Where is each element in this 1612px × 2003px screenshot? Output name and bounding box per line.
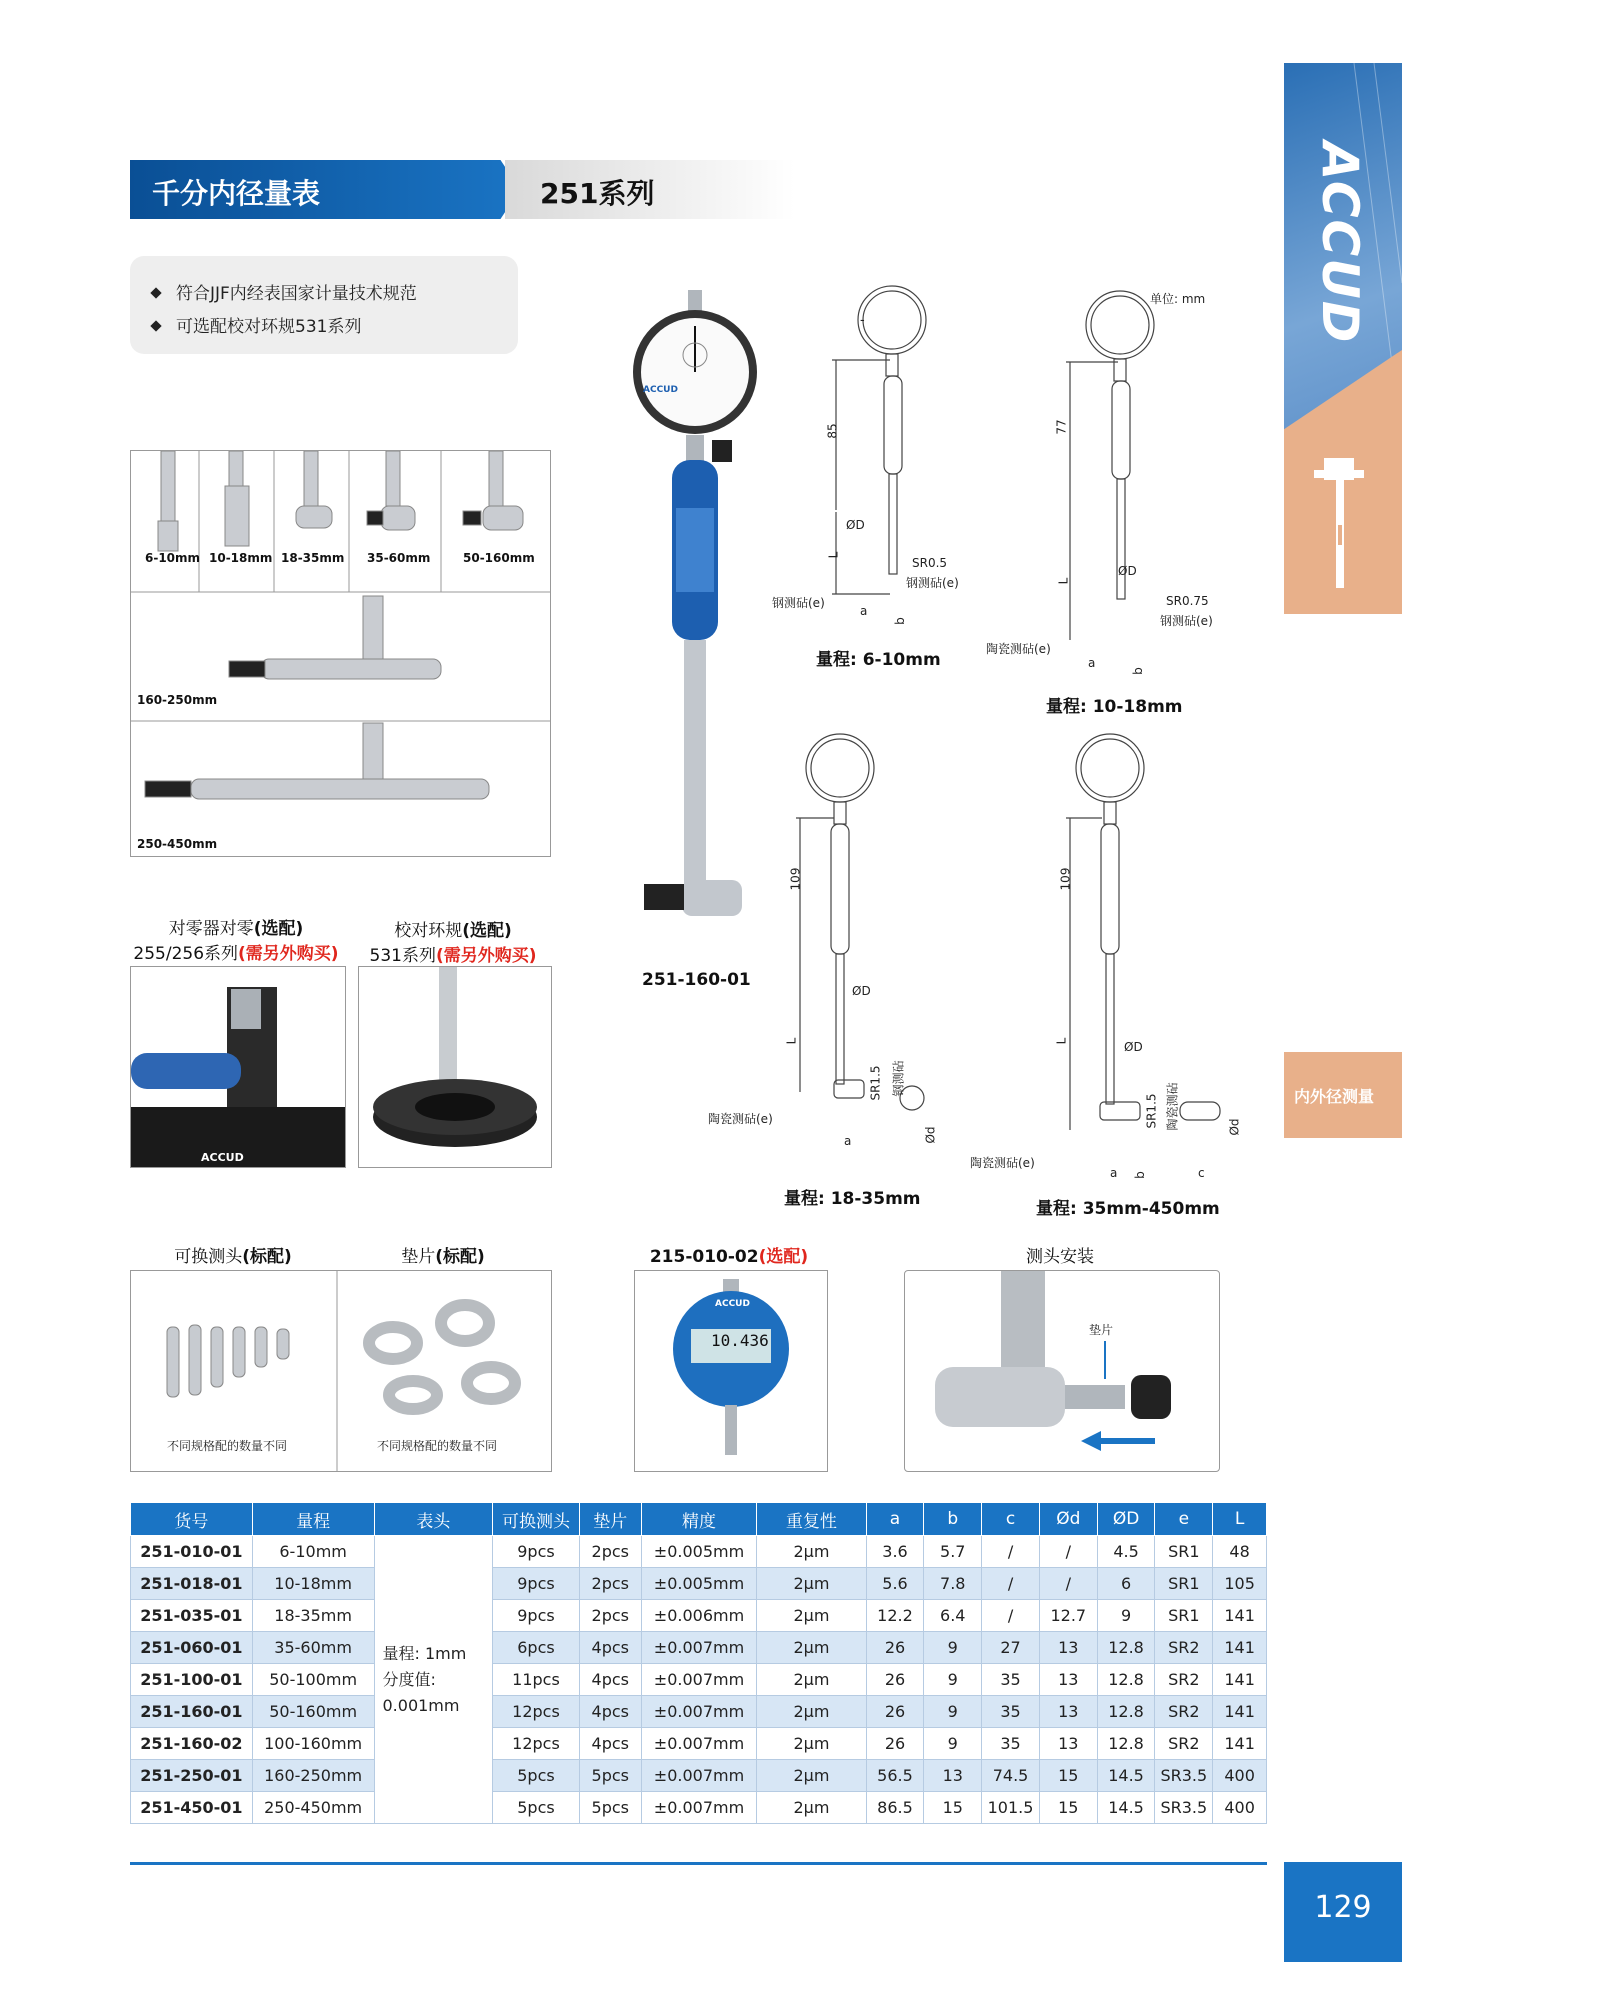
table-cell: 9 bbox=[924, 1728, 982, 1760]
install-caption: 测头安装 bbox=[1026, 1247, 1094, 1267]
table-cell: 2μm bbox=[757, 1664, 866, 1696]
table-cell: 13 bbox=[1039, 1664, 1097, 1696]
table-cell: 9 bbox=[924, 1664, 982, 1696]
table-cell: 6-10mm bbox=[252, 1536, 374, 1568]
table-cell: 251-100-01 bbox=[131, 1664, 253, 1696]
head-size-label: 18-35mm bbox=[281, 551, 345, 565]
table-cell: 2μm bbox=[757, 1792, 866, 1824]
table-cell: 13 bbox=[1039, 1632, 1097, 1664]
series-title: 251系列 bbox=[540, 177, 655, 210]
table-cell: 105 bbox=[1213, 1568, 1267, 1600]
dim-a: a bbox=[1110, 1166, 1118, 1180]
table-cell: SR1 bbox=[1155, 1568, 1213, 1600]
table-cell: 15 bbox=[1039, 1760, 1097, 1792]
table-cell: 141 bbox=[1213, 1728, 1267, 1760]
dim-a: a bbox=[1088, 656, 1096, 670]
table-cell: 5pcs bbox=[493, 1792, 580, 1824]
table-cell: 15 bbox=[924, 1792, 982, 1824]
table-cell: 12pcs bbox=[493, 1696, 580, 1728]
head-size-label: 160-250mm bbox=[137, 693, 218, 707]
shim-callout: 垫片 bbox=[1089, 1323, 1114, 1337]
table-cell: 12.8 bbox=[1097, 1632, 1155, 1664]
table-cell: 7.8 bbox=[924, 1568, 982, 1600]
col-header: 精度 bbox=[641, 1503, 757, 1536]
table-cell: 12.2 bbox=[866, 1600, 924, 1632]
dim-b: b bbox=[1130, 667, 1145, 675]
table-cell: ±0.007mm bbox=[641, 1792, 757, 1824]
dim-sr: SR1.5 bbox=[1144, 1093, 1159, 1129]
dim-d: Ød bbox=[1227, 1118, 1242, 1136]
digital-readout: 10.436 bbox=[711, 1331, 769, 1350]
table-cell: 6 bbox=[1097, 1568, 1155, 1600]
table-cell: 9 bbox=[1097, 1600, 1155, 1632]
zero-setter-caption: 对零器对零(选配) 255/256系列(需另外购买) bbox=[133, 919, 339, 964]
heads-shims-photo bbox=[130, 1270, 552, 1472]
table-cell: 6pcs bbox=[493, 1632, 580, 1664]
ring-gauge-photo bbox=[358, 966, 552, 1168]
table-cell: 9 bbox=[924, 1696, 982, 1728]
table-cell: 100-160mm bbox=[252, 1728, 374, 1760]
anvil-label: 钢测砧(e) bbox=[1160, 614, 1213, 628]
ceramic-label: 陶瓷测砧(e) bbox=[708, 1112, 773, 1126]
table-cell: 251-160-02 bbox=[131, 1728, 253, 1760]
heads-note: 不同规格配的数量不同 bbox=[167, 1439, 288, 1453]
table-cell: / bbox=[982, 1536, 1040, 1568]
range-label: 量程: 10-18mm bbox=[1046, 697, 1183, 717]
table-cell: ±0.005mm bbox=[641, 1568, 757, 1600]
table-cell: 10-18mm bbox=[252, 1568, 374, 1600]
table-cell: 14.5 bbox=[1097, 1792, 1155, 1824]
dim-l: L bbox=[826, 551, 841, 559]
bullet-icon bbox=[150, 320, 161, 331]
col-header: 垫片 bbox=[579, 1503, 641, 1536]
shims-caption: 垫片(标配) bbox=[401, 1247, 485, 1267]
col-header: a bbox=[866, 1503, 924, 1536]
dimension-diagrams bbox=[740, 280, 1300, 1200]
table-cell: 251-250-01 bbox=[131, 1760, 253, 1792]
feature-item: 可选配校对环规531系列 bbox=[152, 311, 417, 344]
anvil-label: 钢测砧 bbox=[891, 1060, 906, 1097]
zero-setter-logo: ACCUD bbox=[201, 1151, 244, 1164]
table-cell: 4pcs bbox=[579, 1728, 641, 1760]
table-cell: 2pcs bbox=[579, 1568, 641, 1600]
table-cell: 11pcs bbox=[493, 1664, 580, 1696]
dial-head-line: 分度值: bbox=[382, 1669, 436, 1689]
dim-od: ØD bbox=[846, 518, 865, 532]
side-tab[interactable]: 内外径测量 bbox=[1284, 1052, 1402, 1138]
table-cell: 5pcs bbox=[579, 1792, 641, 1824]
table-cell: 35 bbox=[982, 1696, 1040, 1728]
table-row bbox=[131, 1600, 1267, 1632]
table-cell: 2μm bbox=[757, 1536, 866, 1568]
col-header: 可换测头 bbox=[493, 1503, 580, 1536]
handle-logo: ACCUD bbox=[651, 492, 667, 543]
dim-od: ØD bbox=[1118, 564, 1137, 578]
table-row bbox=[131, 1536, 1267, 1568]
table-cell: 251-450-01 bbox=[131, 1792, 253, 1824]
unit-label: 单位: mm bbox=[1150, 292, 1206, 306]
dim-l: L bbox=[1056, 577, 1071, 585]
dim-height: 109 bbox=[1058, 867, 1073, 891]
table-cell: SR2 bbox=[1155, 1632, 1213, 1664]
table-cell: 2μm bbox=[757, 1728, 866, 1760]
dim-d: Ød bbox=[923, 1126, 938, 1144]
table-row bbox=[131, 1760, 1267, 1792]
range-label: 量程: 6-10mm bbox=[816, 650, 941, 670]
table-cell: 56.5 bbox=[866, 1760, 924, 1792]
table-cell: 251-060-01 bbox=[131, 1632, 253, 1664]
anvil-label: 钢测砧(e) bbox=[772, 596, 825, 610]
bullet-icon bbox=[150, 287, 161, 298]
dim-b: b bbox=[892, 617, 907, 625]
table-cell: 13 bbox=[924, 1760, 982, 1792]
head-photos bbox=[131, 451, 550, 856]
zero-setter-photo bbox=[130, 966, 346, 1168]
dim-od: ØD bbox=[1124, 1040, 1143, 1054]
table-cell: 4.5 bbox=[1097, 1536, 1155, 1568]
table-cell: 9pcs bbox=[493, 1600, 580, 1632]
table-cell: 12.7 bbox=[1039, 1600, 1097, 1632]
table-cell: 74.5 bbox=[982, 1760, 1040, 1792]
dim-l: L bbox=[784, 1037, 799, 1045]
head-size-label: 10-18mm bbox=[209, 551, 273, 565]
table-cell: 2pcs bbox=[579, 1600, 641, 1632]
table-cell: 4pcs bbox=[579, 1696, 641, 1728]
ceramic-label: 陶瓷测砧(e) bbox=[970, 1156, 1035, 1170]
table-header-row bbox=[131, 1503, 1267, 1536]
heads-caption: 可换测头(标配) bbox=[174, 1247, 292, 1267]
dim-a: a bbox=[844, 1134, 852, 1148]
digital-indicator-photo bbox=[634, 1270, 828, 1472]
col-header: b bbox=[924, 1503, 982, 1536]
dim-height: 109 bbox=[788, 867, 803, 891]
table-cell: 26 bbox=[866, 1696, 924, 1728]
table-cell: 50-160mm bbox=[252, 1696, 374, 1728]
dial-head-line: 0.001mm bbox=[382, 1695, 460, 1715]
table-cell: SR3.5 bbox=[1155, 1760, 1213, 1792]
dim-c: c bbox=[1198, 1166, 1205, 1180]
digital-caption: 215-010-02(选配) bbox=[649, 1247, 809, 1267]
col-header: L bbox=[1213, 1503, 1267, 1536]
col-header: c bbox=[982, 1503, 1040, 1536]
digital-logo: ACCUD bbox=[715, 1299, 750, 1309]
svg-text:-: - bbox=[860, 311, 865, 327]
table-cell: 4pcs bbox=[579, 1664, 641, 1696]
ceramic-label: 陶瓷测砧(e) bbox=[986, 642, 1051, 656]
table-cell: / bbox=[982, 1568, 1040, 1600]
table-cell: 141 bbox=[1213, 1600, 1267, 1632]
table-cell: 12.8 bbox=[1097, 1664, 1155, 1696]
table-cell: 5.7 bbox=[924, 1536, 982, 1568]
table-row bbox=[131, 1792, 1267, 1824]
table-cell: 2pcs bbox=[579, 1536, 641, 1568]
dim-height: 85 bbox=[825, 423, 840, 439]
table-cell: 13 bbox=[1039, 1728, 1097, 1760]
zero-setter-image bbox=[131, 967, 345, 1167]
table-cell: ±0.007mm bbox=[641, 1632, 757, 1664]
range-label: 量程: 35mm-450mm bbox=[1036, 1199, 1220, 1219]
col-header: 表头 bbox=[374, 1503, 493, 1536]
feature-box bbox=[130, 256, 518, 354]
table-cell: ±0.005mm bbox=[641, 1536, 757, 1568]
table-cell: / bbox=[1039, 1536, 1097, 1568]
table-cell: SR2 bbox=[1155, 1696, 1213, 1728]
table-row bbox=[131, 1664, 1267, 1696]
table-cell: ±0.006mm bbox=[641, 1600, 757, 1632]
table-cell: 86.5 bbox=[866, 1792, 924, 1824]
page-number-box bbox=[1284, 1862, 1402, 1962]
table-cell: 13 bbox=[1039, 1696, 1097, 1728]
dial-head-line: 量程: 1mm bbox=[382, 1643, 467, 1663]
table-cell: / bbox=[982, 1600, 1040, 1632]
dim-sr: SR1.5 bbox=[868, 1065, 883, 1101]
table-cell: 2μm bbox=[757, 1568, 866, 1600]
dim-od: ØD bbox=[852, 984, 871, 998]
spec-table bbox=[130, 1502, 1267, 1824]
table-cell: SR3.5 bbox=[1155, 1792, 1213, 1824]
dim-sr: SR0.5 bbox=[912, 556, 948, 570]
table-cell: 141 bbox=[1213, 1632, 1267, 1664]
page-title: 千分内径量表 bbox=[152, 177, 321, 210]
shims-note: 不同规格配的数量不同 bbox=[377, 1439, 498, 1453]
table-cell: 3.6 bbox=[866, 1536, 924, 1568]
table-cell: 251-035-01 bbox=[131, 1600, 253, 1632]
head-size-label: 6-10mm bbox=[145, 551, 201, 565]
table-cell: 12.8 bbox=[1097, 1728, 1155, 1760]
table-cell: 141 bbox=[1213, 1664, 1267, 1696]
table-cell: 101.5 bbox=[982, 1792, 1040, 1824]
table-cell: ±0.007mm bbox=[641, 1728, 757, 1760]
table-cell: 2μm bbox=[757, 1696, 866, 1728]
table-cell: 48 bbox=[1213, 1536, 1267, 1568]
table-cell: 12pcs bbox=[493, 1728, 580, 1760]
table-cell: 26 bbox=[866, 1728, 924, 1760]
head-size-label: 35-60mm bbox=[367, 551, 431, 565]
table-cell: 251-160-01 bbox=[131, 1696, 253, 1728]
dim-sr: SR0.75 bbox=[1166, 594, 1209, 608]
table-cell: SR2 bbox=[1155, 1728, 1213, 1760]
table-cell: 9pcs bbox=[493, 1568, 580, 1600]
col-header: 重复性 bbox=[757, 1503, 866, 1536]
table-cell: 5.6 bbox=[866, 1568, 924, 1600]
anvil-label: 陶瓷测砧 bbox=[1165, 1082, 1180, 1131]
table-cell: 400 bbox=[1213, 1792, 1267, 1824]
table-cell: 9 bbox=[924, 1632, 982, 1664]
table-cell: ±0.007mm bbox=[641, 1760, 757, 1792]
table-row bbox=[131, 1728, 1267, 1760]
table-cell: 251-010-01 bbox=[131, 1536, 253, 1568]
col-header: 货号 bbox=[131, 1503, 253, 1536]
install-photo bbox=[904, 1270, 1220, 1472]
dim-l: L bbox=[1054, 1037, 1069, 1045]
table-cell: 12.8 bbox=[1097, 1696, 1155, 1728]
page-number: 129 bbox=[1314, 1890, 1372, 1925]
table-cell: 2μm bbox=[757, 1760, 866, 1792]
table-cell: 26 bbox=[866, 1664, 924, 1696]
brand-logo: ACCUD bbox=[1311, 141, 1369, 345]
install-image bbox=[905, 1271, 1219, 1471]
table-cell: 141 bbox=[1213, 1696, 1267, 1728]
table-cell: 4pcs bbox=[579, 1632, 641, 1664]
table-cell: 2μm bbox=[757, 1600, 866, 1632]
table-cell: ±0.007mm bbox=[641, 1664, 757, 1696]
ring-gauge-image bbox=[359, 967, 551, 1167]
product-code: 251-160-01 bbox=[642, 970, 751, 990]
ring-gauge-caption: 校对环规(选配) 531系列(需另外购买) bbox=[369, 921, 537, 966]
table-cell: 9pcs bbox=[493, 1536, 580, 1568]
col-header: Ød bbox=[1039, 1503, 1097, 1536]
table-cell: 18-35mm bbox=[252, 1600, 374, 1632]
table-cell: 160-250mm bbox=[252, 1760, 374, 1792]
col-header: ØD bbox=[1097, 1503, 1155, 1536]
table-cell: 15 bbox=[1039, 1792, 1097, 1824]
table-cell: 6.4 bbox=[924, 1600, 982, 1632]
table-cell: 251-018-01 bbox=[131, 1568, 253, 1600]
table-cell: 250-450mm bbox=[252, 1792, 374, 1824]
dial-logo: ACCUD bbox=[643, 385, 678, 395]
table-cell: 5pcs bbox=[579, 1760, 641, 1792]
table-cell: 35-60mm bbox=[252, 1632, 374, 1664]
table-cell: 50-100mm bbox=[252, 1664, 374, 1696]
table-cell: SR1 bbox=[1155, 1600, 1213, 1632]
col-header: 量程 bbox=[252, 1503, 374, 1536]
footer-rule bbox=[130, 1862, 1267, 1865]
table-cell: 400 bbox=[1213, 1760, 1267, 1792]
table-cell: 35 bbox=[982, 1728, 1040, 1760]
table-cell: SR1 bbox=[1155, 1536, 1213, 1568]
dim-a: a bbox=[860, 604, 868, 618]
table-cell: 2μm bbox=[757, 1632, 866, 1664]
measuring-head-grid bbox=[130, 450, 551, 857]
table-cell: 14.5 bbox=[1097, 1760, 1155, 1792]
table-row bbox=[131, 1696, 1267, 1728]
table-cell: 35 bbox=[982, 1664, 1040, 1696]
table-cell: SR2 bbox=[1155, 1664, 1213, 1696]
table-cell: ±0.007mm bbox=[641, 1696, 757, 1728]
dim-height: 77 bbox=[1054, 419, 1069, 435]
table-cell: 26 bbox=[866, 1632, 924, 1664]
head-size-label: 250-450mm bbox=[137, 837, 218, 851]
dim-b: b bbox=[1132, 1171, 1147, 1179]
anvil-label: 钢测砧(e) bbox=[906, 576, 959, 590]
range-label: 量程: 18-35mm bbox=[784, 1189, 921, 1209]
table-cell: 5pcs bbox=[493, 1760, 580, 1792]
table-row bbox=[131, 1568, 1267, 1600]
table-row bbox=[131, 1632, 1267, 1664]
head-size-label: 50-160mm bbox=[463, 551, 535, 565]
table-cell: / bbox=[1039, 1568, 1097, 1600]
dial-head-cell bbox=[374, 1536, 493, 1824]
col-header: e bbox=[1155, 1503, 1213, 1536]
table-cell: 27 bbox=[982, 1632, 1040, 1664]
feature-item: 符合JJF内经表国家计量技术规范 bbox=[152, 278, 417, 311]
